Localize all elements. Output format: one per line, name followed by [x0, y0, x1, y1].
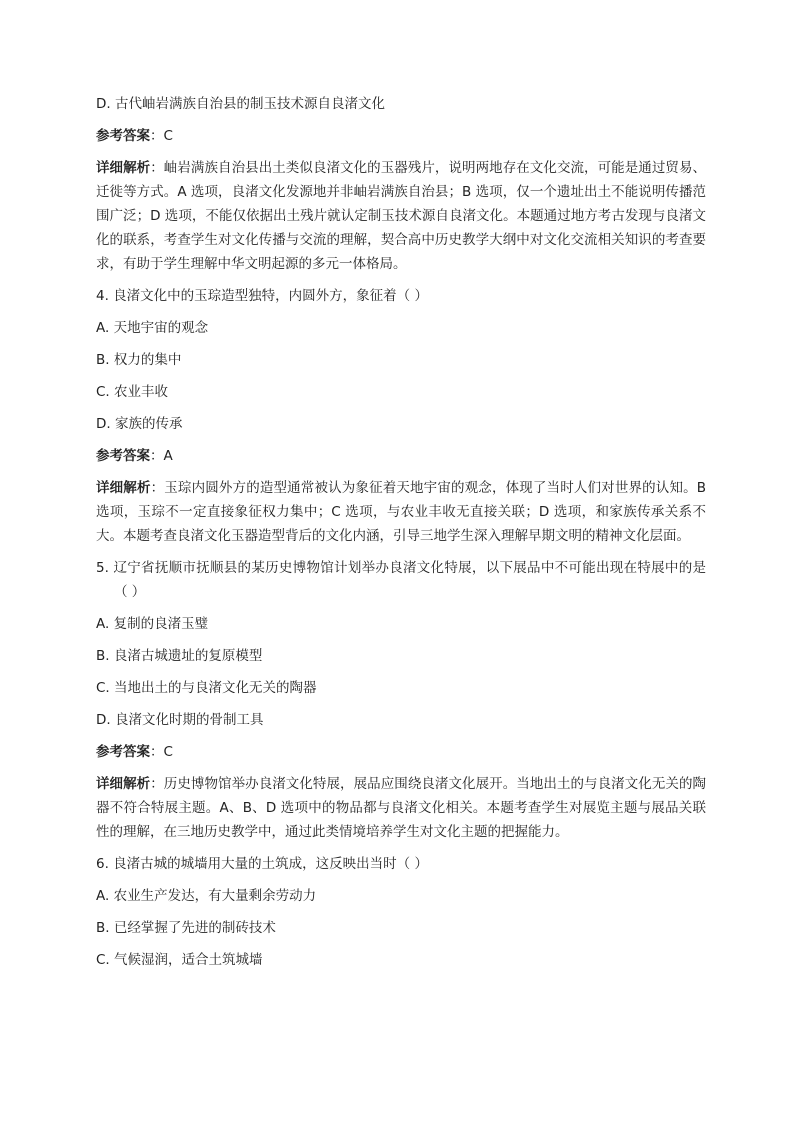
q6-stem: 6. 良渚古城的城墙用大量的土筑成，这反映出当时（ ） — [96, 856, 428, 872]
q6-option-b: B. 已经掌握了先进的制砖技术 — [96, 920, 276, 936]
analysis-label: 详细解析 — [96, 480, 151, 496]
q4-analysis — [96, 476, 706, 548]
answer-value: ：C — [150, 128, 173, 144]
analysis-text: ：历史博物馆举办良渚文化特展，展品应围绕良渚文化展开。当地出土的与良渚文化无关的陶器不符合特展主题。A、B、D 选项中的物品都与良渚文化相关。本题考查学生对展览主题与展品关联性的理解，在三地历史教学中，通过此类情境培养学生对文化主题的把握能力。 — [96, 776, 707, 840]
q3-answer — [96, 124, 706, 148]
analysis-label: 详细解析 — [96, 160, 151, 176]
q5-answer — [96, 740, 706, 764]
answer-label: 参考答案 — [96, 448, 150, 464]
analysis-text: ：岫岩满族自治县出土类似良渚文化的玉器残片，说明两地存在文化交流，可能是通过贸易、迁徙等方式。A 选项，良渚文化发源地并非岫岩满族自治县；B 选项，仅一个遗址出土不能说明传播范围广泛；D 选项，不能仅依据出土残片就认定制玉技术源自良渚文化。本题通过地方考古发现与良渚文化的联系，考查学生对文化传播与交流的理解，契合高中历史教学大纲中对文化交流相关知识的考查要求，有助于学生理解中华文明起源的多元一体格局。 — [96, 160, 707, 272]
answer-label: 参考答案 — [96, 744, 150, 760]
q5-option-a: A. 复制的良渚玉璧 — [96, 616, 209, 632]
q5-option-c: C. 当地出土的与良渚文化无关的陶器 — [96, 680, 317, 696]
q5-stem: 5. 辽宁省抚顺市抚顺县的某历史博物馆计划举办良渚文化特展，以下展品中不可能出现在特展中的是（ ） — [96, 560, 706, 600]
q3-analysis — [96, 156, 706, 276]
document-page — [96, 92, 706, 972]
q4-answer — [96, 444, 706, 468]
q4-option-d: D. 家族的传承 — [96, 416, 183, 432]
answer-label: 参考答案 — [96, 128, 150, 144]
q6-option-a: A. 农业生产发达，有大量剩余劳动力 — [96, 888, 317, 904]
answer-value: ：C — [150, 744, 173, 760]
q4-option-a: A. 天地宇宙的观念 — [96, 320, 209, 336]
q5-option-d: D. 良渚文化时期的骨制工具 — [96, 712, 264, 728]
q5-analysis — [96, 772, 706, 844]
q4-option-b: B. 权力的集中 — [96, 352, 182, 368]
analysis-text: ：玉琮内圆外方的造型通常被认为象征着天地宇宙的观念，体现了当时人们对世界的认知。B 选项，玉琮不一定直接象征权力集中；C 选项，与农业丰收无直接关联；D 选项，和家族传承关系不大。本题考查良渚文化玉器造型背后的文化内涵，引导三地学生深入理解早期文明的精神文化层面。 — [96, 480, 707, 544]
q4-option-c: C. 农业丰收 — [96, 384, 169, 400]
q5-option-b: B. 良渚古城遗址的复原模型 — [96, 648, 263, 664]
answer-value: ：A — [150, 448, 173, 464]
analysis-label: 详细解析 — [96, 776, 151, 792]
q6-option-c: C. 气候湿润，适合土筑城墙 — [96, 952, 263, 968]
q4-stem: 4. 良渚文化中的玉琮造型独特，内圆外方，象征着（ ） — [96, 288, 428, 304]
q3-option-d: D. 古代岫岩满族自治县的制玉技术源自良渚文化 — [96, 96, 385, 112]
